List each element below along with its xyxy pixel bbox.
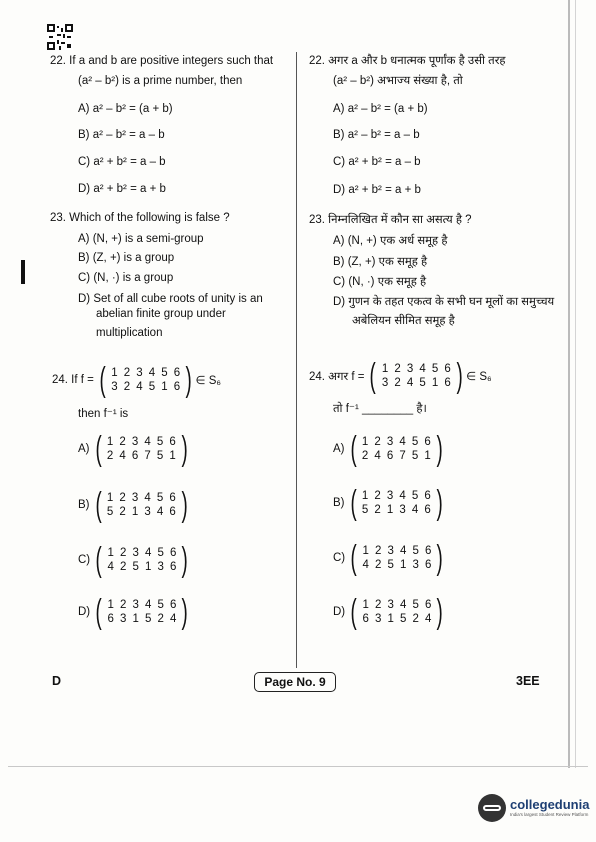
matrix-entry: 1 <box>111 367 118 379</box>
mascot-icon <box>478 794 506 822</box>
matrix-bottom-row <box>359 503 434 517</box>
matrix-entry: 5 <box>148 381 156 393</box>
matrix-entry: 2 <box>374 490 381 502</box>
q23-en-option-b: B) (Z, +) is a group <box>78 252 175 264</box>
matrix-entry: 4 <box>419 363 426 375</box>
matrix-entry: 5 <box>419 377 426 389</box>
matrix-entry: 3 <box>386 436 394 448</box>
matrix-entry: 7 <box>144 450 151 462</box>
matrix-entry: 3 <box>381 377 389 389</box>
matrix-bottom-row <box>359 449 434 463</box>
matrix-entry: 4 <box>144 436 151 448</box>
matrix-entry: 6 <box>170 547 177 559</box>
matrix-entry: 2 <box>394 377 401 389</box>
option-c-matrix-hi <box>359 544 434 572</box>
matrix-entry: 5 <box>387 559 394 571</box>
matrix-entry: 3 <box>157 561 164 573</box>
matrix-entry: 1 <box>362 599 369 611</box>
matrix-entry: 1 <box>424 450 431 462</box>
f-matrix-hi <box>379 362 454 390</box>
matrix-entry: 3 <box>131 492 139 504</box>
matrix-entry: 3 <box>132 547 139 559</box>
matrix-entry: 6 <box>444 377 451 389</box>
matrix-entry: 6 <box>425 599 432 611</box>
q23-en-option-d: D) Set of all cube roots of unity is an <box>78 293 263 305</box>
matrix-entry: 6 <box>169 436 176 448</box>
q22-en-option-c: C) a² + b² = a – b <box>78 156 166 168</box>
matrix-entry: 1 <box>361 490 369 502</box>
bottom-rule <box>8 766 588 767</box>
matrix-entry: 1 <box>145 561 152 573</box>
matrix-entry: 1 <box>361 436 369 448</box>
matrix-entry: 2 <box>120 599 127 611</box>
matrix-entry: 1 <box>132 613 139 625</box>
q24-hi-suffix: ∈ S₆ <box>466 371 492 383</box>
q22-hi-option-d: D) a² + b² = a + b <box>333 184 421 196</box>
matrix-entry: 5 <box>411 450 419 462</box>
matrix-entry: 5 <box>157 547 164 559</box>
q24-hi-option-d: D) ( 1 2 3 4 5 6 6 3 1 5 2 4 ) <box>333 593 444 631</box>
q22-hi-option-a: A) a² – b² = (a + b) <box>333 103 428 115</box>
matrix-entry: 6 <box>169 506 176 518</box>
matrix-entry: 2 <box>375 599 382 611</box>
matrix-entry: 2 <box>119 506 126 518</box>
q24-en-option-b: B) ( 1 2 3 4 5 6 5 2 1 3 4 6 ) <box>78 486 188 524</box>
matrix-entry: 4 <box>425 613 432 625</box>
matrix-bottom-row <box>379 376 454 390</box>
brand-tagline: India's largest Student Review Platform <box>510 812 589 817</box>
option-c-matrix <box>104 546 179 574</box>
q24-hi-then: तो f⁻¹ ________ है। <box>333 403 427 415</box>
matrix-entry: 6 <box>425 559 432 571</box>
qr-code-icon <box>47 24 73 50</box>
matrix-entry: 2 <box>119 492 126 504</box>
matrix-top-row <box>104 435 179 449</box>
matrix-entry: 5 <box>412 545 419 557</box>
q23-en-option-a: A) (N, +) is a semi-group <box>78 233 204 245</box>
matrix-entry: 1 <box>431 377 439 389</box>
matrix-entry: 3 <box>120 613 127 625</box>
q24-en-then: then f⁻¹ is <box>78 408 129 420</box>
matrix-bottom-row <box>359 612 434 626</box>
q22-hi-line1: 22. अगर a और b धनात्मक पूर्णांक है उसी तरह <box>309 55 506 67</box>
q23-hi-option-c: C) (N, ·) एक समूह है <box>333 276 427 288</box>
matrix-entry: 3 <box>136 367 143 379</box>
matrix-entry: 5 <box>157 599 164 611</box>
matrix-entry: 1 <box>386 504 394 516</box>
q24-hi-option-c: C) ( 1 2 3 4 5 6 4 2 5 1 3 6 ) <box>333 539 444 577</box>
matrix-entry: 3 <box>399 504 406 516</box>
matrix-entry: 1 <box>381 363 389 375</box>
brand-logo <box>478 794 589 822</box>
matrix-entry: 2 <box>375 545 382 557</box>
q24-en-prefix: 24. If f = <box>52 374 94 386</box>
matrix-entry: 4 <box>144 492 151 504</box>
matrix-entry: 2 <box>374 504 381 516</box>
f-matrix <box>108 366 183 394</box>
matrix-entry: 2 <box>361 450 369 462</box>
matrix-entry: 4 <box>119 450 126 462</box>
matrix-top-row <box>359 598 434 612</box>
matrix-entry: 1 <box>107 547 114 559</box>
matrix-entry: 1 <box>169 450 176 462</box>
matrix-entry: 5 <box>156 436 164 448</box>
matrix-entry: 6 <box>170 561 177 573</box>
matrix-entry: 4 <box>148 367 156 379</box>
matrix-top-row <box>359 489 434 503</box>
matrix-entry: 4 <box>145 547 152 559</box>
q24-en-definition: 24. If f = ( 1 2 3 4 5 6 3 2 4 5 1 6 ) ∈ S₆ <box>52 361 222 399</box>
matrix-entry: 2 <box>123 367 131 379</box>
option-d-matrix-hi <box>359 598 434 626</box>
q22-hi-line2: (a² – b²) अभाज्य संख्या है, तो <box>333 75 463 87</box>
matrix-entry: 1 <box>107 599 114 611</box>
matrix-entry: 3 <box>375 613 382 625</box>
booklet-series: D <box>52 674 62 688</box>
q24-en-option-d: D) ( 1 2 3 4 5 6 6 3 1 5 2 4 ) <box>78 593 189 631</box>
matrix-entry: 1 <box>161 381 168 393</box>
brand-name: collegedunia <box>510 797 590 812</box>
q24-en-option-a: A) ( 1 2 3 4 5 6 2 4 6 7 5 1 ) <box>78 430 188 468</box>
q23-hi-option-d: D) गुणन के तहत एकत्व के सभी घन मूलों का समुच्चय <box>333 296 555 308</box>
margin-mark <box>21 260 25 284</box>
page-edge <box>568 0 570 768</box>
q23-hi-option-b: B) (Z, +) एक समूह है <box>333 256 428 268</box>
page-number: Page No. 9 <box>254 672 336 692</box>
matrix-entry: 5 <box>431 363 439 375</box>
matrix-entry: 6 <box>170 599 177 611</box>
matrix-entry: 5 <box>132 561 139 573</box>
option-a-matrix-hi <box>359 435 434 463</box>
matrix-entry: 3 <box>406 363 414 375</box>
q22-en-option-a: A) a² – b² = (a + b) <box>78 103 173 115</box>
matrix-entry: 6 <box>424 504 431 516</box>
q24-hi-definition: 24. अगर f = ( 1 2 3 4 5 6 3 2 4 5 1 6 ) ∈ S₆ <box>309 357 492 395</box>
matrix-top-row <box>359 435 434 449</box>
matrix-entry: 5 <box>145 613 152 625</box>
matrix-entry: 4 <box>136 381 143 393</box>
matrix-entry: 6 <box>424 490 431 502</box>
matrix-entry: 2 <box>157 613 164 625</box>
matrix-entry: 6 <box>131 450 139 462</box>
matrix-entry: 6 <box>424 436 431 448</box>
matrix-entry: 3 <box>144 506 151 518</box>
matrix-entry: 4 <box>400 545 407 557</box>
q22-en-option-d: D) a² + b² = a + b <box>78 183 166 195</box>
matrix-entry: 3 <box>131 436 139 448</box>
matrix-entry: 5 <box>411 490 419 502</box>
option-b-matrix-hi <box>359 489 434 517</box>
matrix-entry: 2 <box>375 559 382 571</box>
matrix-entry: 6 <box>107 613 114 625</box>
matrix-entry: 5 <box>412 599 419 611</box>
option-d-matrix <box>104 598 179 626</box>
matrix-entry: 6 <box>386 450 394 462</box>
matrix-entry: 3 <box>132 599 139 611</box>
q22-en-line1: 22. If a and b are positive integers such that <box>50 55 274 67</box>
column-divider <box>296 52 297 668</box>
matrix-entry: 1 <box>387 613 394 625</box>
matrix-entry: 2 <box>106 450 114 462</box>
matrix-entry: 2 <box>394 363 401 375</box>
matrix-entry: 4 <box>399 490 406 502</box>
matrix-entry: 4 <box>362 559 369 571</box>
matrix-entry: 6 <box>444 363 451 375</box>
matrix-bottom-row <box>104 560 179 574</box>
matrix-entry: 5 <box>156 450 164 462</box>
matrix-entry: 5 <box>161 367 168 379</box>
matrix-entry: 3 <box>387 545 394 557</box>
matrix-entry: 1 <box>106 436 114 448</box>
matrix-entry: 5 <box>400 613 407 625</box>
matrix-bottom-row <box>104 612 179 626</box>
matrix-entry: 5 <box>361 504 369 516</box>
q24-hi-option-b: B) ( 1 2 3 4 5 6 5 2 1 3 4 6 ) <box>333 484 443 522</box>
q24-en-suffix: ∈ S₆ <box>195 375 222 387</box>
matrix-entry: 1 <box>131 506 139 518</box>
matrix-entry: 6 <box>173 381 181 393</box>
matrix-entry: 6 <box>362 613 369 625</box>
matrix-entry: 5 <box>156 492 164 504</box>
matrix-entry: 1 <box>400 559 407 571</box>
matrix-entry: 2 <box>119 436 126 448</box>
matrix-bottom-row <box>359 558 434 572</box>
q23-en-option-d-line3: multiplication <box>96 327 163 339</box>
matrix-top-row <box>379 362 454 376</box>
q23-en-question: 23. Which of the following is false ? <box>50 212 230 224</box>
matrix-entry: 4 <box>374 450 381 462</box>
matrix-entry: 4 <box>156 506 164 518</box>
matrix-top-row <box>104 491 179 505</box>
matrix-entry: 3 <box>386 490 394 502</box>
matrix-bottom-row <box>104 449 179 463</box>
q22-hi-option-b: B) a² – b² = a – b <box>333 129 420 141</box>
matrix-entry: 2 <box>412 613 419 625</box>
matrix-top-row <box>104 598 179 612</box>
matrix-entry: 3 <box>412 559 419 571</box>
q24-en-option-c: C) ( 1 2 3 4 5 6 4 2 5 1 3 6 ) <box>78 541 189 579</box>
matrix-entry: 4 <box>399 436 406 448</box>
matrix-entry: 5 <box>106 506 114 518</box>
matrix-bottom-row <box>108 380 183 394</box>
matrix-entry: 5 <box>411 436 419 448</box>
matrix-entry: 7 <box>399 450 406 462</box>
matrix-bottom-row <box>104 505 179 519</box>
matrix-top-row <box>104 546 179 560</box>
q24-hi-option-a: A) ( 1 2 3 4 5 6 2 4 6 7 5 1 ) <box>333 430 443 468</box>
page-edge-inner <box>575 0 576 768</box>
q23-hi-option-a: A) (N, +) एक अर्ध समूह है <box>333 235 448 247</box>
q24-hi-prefix: 24. अगर f = <box>309 370 365 383</box>
matrix-entry: 2 <box>120 547 127 559</box>
option-a-matrix <box>104 435 179 463</box>
matrix-entry: 4 <box>411 504 419 516</box>
q23-en-option-d-line2: abelian finite group under <box>96 308 226 320</box>
q23-hi-option-d-line2: अबेलियन सीमित समूह है <box>352 315 455 327</box>
matrix-entry: 6 <box>425 545 432 557</box>
matrix-entry: 3 <box>111 381 118 393</box>
matrix-top-row <box>108 366 183 380</box>
q22-en-option-b: B) a² – b² = a – b <box>78 129 165 141</box>
q23-en-option-c: C) (N, ·) is a group <box>78 272 174 284</box>
option-b-matrix <box>104 491 179 519</box>
matrix-entry: 2 <box>120 561 127 573</box>
q22-en-line2: (a² – b²) is a prime number, then <box>78 75 243 87</box>
matrix-entry: 4 <box>406 377 414 389</box>
matrix-entry: 4 <box>400 599 407 611</box>
matrix-entry: 2 <box>374 436 381 448</box>
matrix-entry: 4 <box>170 613 177 625</box>
matrix-entry: 6 <box>169 492 176 504</box>
paper-code: 3EE <box>516 674 540 688</box>
matrix-entry: 6 <box>173 367 181 379</box>
matrix-entry: 3 <box>387 599 394 611</box>
matrix-entry: 1 <box>362 545 369 557</box>
matrix-entry: 1 <box>106 492 114 504</box>
q23-hi-question: 23. निम्नलिखित में कौन सा असत्य है ? <box>309 214 472 226</box>
matrix-entry: 4 <box>145 599 152 611</box>
matrix-entry: 4 <box>107 561 114 573</box>
q22-hi-option-c: C) a² + b² = a – b <box>333 156 421 168</box>
matrix-top-row <box>359 544 434 558</box>
matrix-entry: 2 <box>123 381 131 393</box>
